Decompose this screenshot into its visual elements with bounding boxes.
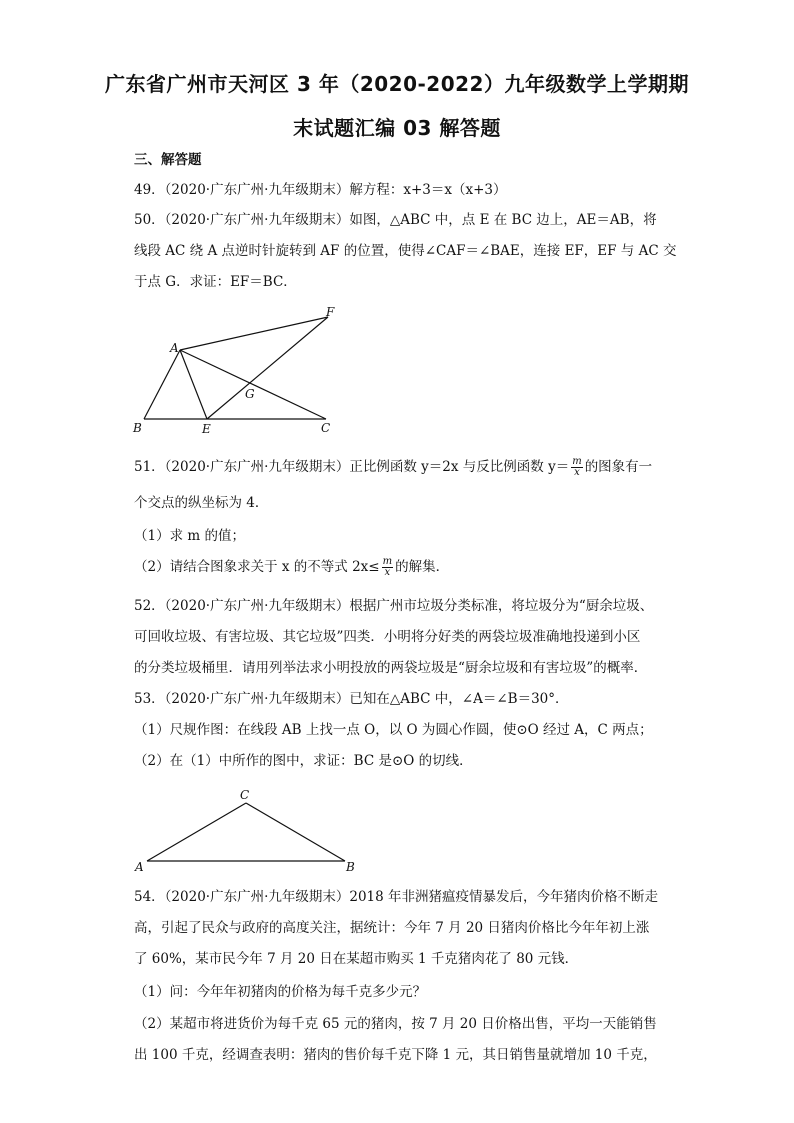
problem-54-sub-2-line-1: （2）某超市将进货价为每千克 65 元的猪肉，按 7 月 20 日价格出售，平均一天能销售 bbox=[134, 1016, 657, 1032]
problem-50-line-1: 50．（2020·广东广州·九年级期末）如图，△ABC 中，点 E 在 BC 边上，AE＝AB，将 bbox=[134, 212, 657, 228]
point-label-a: A bbox=[170, 341, 179, 355]
problem-51-line-1 bbox=[134, 457, 652, 478]
figure-isosceles-triangle-abc bbox=[130, 785, 370, 877]
point-label-b: B bbox=[133, 421, 142, 435]
problem-52-line-2: 可回收垃圾、有害垃圾、其它垃圾”四类．小明将分好类的两袋垃圾准确地投递到小区 bbox=[134, 629, 641, 645]
problem-54-sub-2-line-2: 出 100 千克，经调查表明：猪肉的售价每千克下降 1 元，其日销售量就增加 10 千克， bbox=[134, 1047, 657, 1063]
segment-bc-2 bbox=[246, 803, 345, 861]
figure-triangle-abc-efg bbox=[130, 305, 350, 440]
problem-54-line-1: 54．（2020·广东广州·九年级期末）2018 年非洲猪瘟疫情暴发后，今年猪肉价格不断走 bbox=[134, 889, 659, 905]
problem-50-line-3: 于点 G．求证：EF＝BC． bbox=[134, 274, 297, 290]
problem-54-line-2: 高，引起了民众与政府的高度关注，据统计：今年 7 月 20 日猪肉价格比今年年初上涨 bbox=[134, 920, 650, 936]
segment-ac bbox=[180, 350, 326, 419]
problem-51-sub-2 bbox=[134, 557, 449, 578]
problem-53-line-1: 53．（2020·广东广州·九年级期末）已知在△ABC 中，∠A＝∠B＝30°． bbox=[134, 691, 569, 707]
problem-51-sub-2-text-a: （2）请结合图象求关于 x 的不等式 2x≤ bbox=[134, 559, 380, 575]
point-label-c-2: C bbox=[240, 788, 250, 802]
point-label-a-2: A bbox=[135, 860, 144, 874]
point-label-f: F bbox=[326, 305, 335, 319]
problem-51-text-b: 的图象有一 bbox=[584, 459, 653, 475]
document-title-line-2: 末试题汇编 03 解答题 bbox=[293, 116, 501, 140]
problem-54-sub-1: （1）问：今年年初猪肉的价格为每千克多少元？ bbox=[134, 984, 427, 1000]
segment-ef bbox=[207, 317, 328, 419]
section-heading: 三、解答题 bbox=[134, 152, 202, 168]
fraction-numerator-2: m bbox=[382, 556, 393, 567]
fraction-m-over-x bbox=[571, 457, 582, 478]
problem-51-sub-2-text-b: 的解集． bbox=[395, 559, 450, 575]
problem-51-line-2: 个交点的纵坐标为 4． bbox=[134, 495, 269, 511]
fraction-denominator-2: x bbox=[384, 567, 391, 578]
document-title-line-1: 广东省广州市天河区 3 年（2020-2022）九年级数学上学期期 bbox=[105, 72, 689, 96]
problem-54-line-3: 了 60%，某市民今年 7 月 20 日在某超市购买 1 千克猪肉花了 80 元钱． bbox=[134, 951, 579, 967]
problem-50-line-2: 线段 AC 绕 A 点逆时针旋转到 AF 的位置，使得∠CAF＝∠BAE，连接 EF，EF 与 AC 交 bbox=[134, 243, 677, 259]
problem-53-sub-2: （2）在（1）中所作的图中，求证：BC 是⊙O 的切线． bbox=[134, 753, 473, 769]
fraction-m-over-x-2 bbox=[382, 557, 393, 578]
fraction-denominator: x bbox=[574, 467, 580, 478]
point-label-b-2: B bbox=[346, 860, 355, 874]
point-label-c: C bbox=[321, 421, 331, 435]
segment-af bbox=[180, 317, 328, 350]
problem-51-sub-1: （1）求 m 的值； bbox=[134, 528, 245, 544]
problem-53-sub-1: （1）尺规作图：在线段 AB 上找一点 O，以 O 为圆心作圆，使⊙O 经过 A，C 两点； bbox=[134, 722, 653, 738]
problem-52-line-3: 的分类垃圾桶里．请用列举法求小明投放的两袋垃圾是“厨余垃圾和有害垃圾”的概率． bbox=[134, 660, 648, 676]
point-label-e: E bbox=[202, 422, 211, 436]
segment-ab bbox=[144, 350, 180, 419]
fraction-numerator: m bbox=[572, 456, 582, 467]
segment-ac-2 bbox=[147, 803, 246, 861]
problem-52-line-1: 52．（2020·广东广州·九年级期末）根据广州市垃圾分类标准，将垃圾分为“厨余垃圾、 bbox=[134, 598, 654, 614]
problem-51-text-a: 51．（2020·广东广州·九年级期末）正比例函数 y＝2x 与反比例函数 y＝ bbox=[134, 459, 570, 475]
point-label-g: G bbox=[245, 387, 255, 401]
problem-49-text: 49．（2020·广东广州·九年级期末）解方程：x+3＝x（x+3） bbox=[134, 182, 507, 198]
